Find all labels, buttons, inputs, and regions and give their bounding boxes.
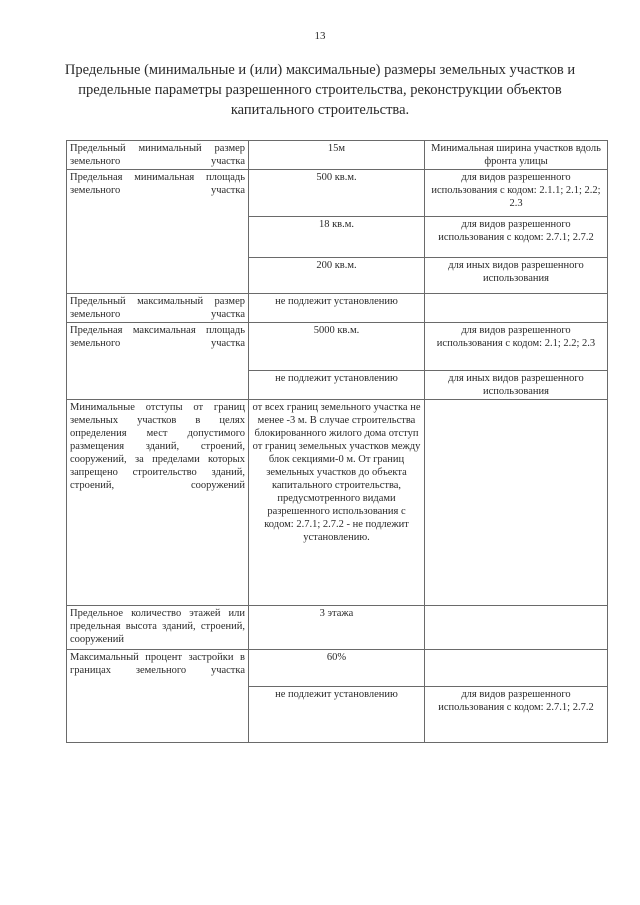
param-note [425, 650, 608, 687]
param-value: 15м [249, 141, 425, 170]
param-value: 3 этажа [249, 606, 425, 650]
param-note: Минимальная ширина участков вдоль фронта улицы [425, 141, 608, 170]
param-value: 200 кв.м. [249, 258, 425, 294]
param-note: для иных видов разрешенного использования [425, 258, 608, 294]
param-note: для видов разрешенного использования с кодом: 2.7.1; 2.7.2 [425, 217, 608, 258]
page-number: 13 [314, 30, 326, 42]
param-label: Предельная минимальная площадь земельного участка [67, 170, 249, 294]
param-value: 60% [249, 650, 425, 687]
table-row [67, 170, 608, 217]
param-value: 5000 кв.м. [249, 323, 425, 371]
table-row [67, 141, 608, 170]
table-row [67, 400, 608, 606]
document-title: Предельные (минимальные и (или) максимальные) размеры земельных участков и предельные параметры разрешенного строительства, реконструкции объектов капитального строительства. [64, 62, 576, 118]
param-label: Предельный минимальный размер земельного участка [67, 141, 249, 170]
param-value: 500 кв.м. [249, 170, 425, 217]
table-row [67, 606, 608, 650]
param-label: Предельная максимальная площадь земельного участка [67, 323, 249, 400]
param-note: для иных видов разрешенного использования [425, 371, 608, 400]
param-value: не подлежит установлению [249, 687, 425, 743]
param-value: не подлежит установлению [249, 371, 425, 400]
param-label: Минимальные отступы от границ земельных участков в целях определения мест допустимого размещения зданий, строений, сооружений, за пределами которых запрещено строительство зданий, строений, сооружений [67, 400, 249, 606]
param-value: 18 кв.м. [249, 217, 425, 258]
param-note: для видов разрешенного использования с кодом: 2.1; 2.2; 2.3 [425, 323, 608, 371]
param-value: не подлежит установлению [249, 294, 425, 323]
param-label: Максимальный процент застройки в границах земельного участка [67, 650, 249, 743]
param-value: от всех границ земельного участка не менее -3 м. В случае строительства блокированного жилого дома отступ от границ земельных участков между блок секциями-0 м. От границ земельных участков до объекта капитального строительства, предусмотренного видами разрешенного использования с кодом: 2.7.1; 2.7.2 - не подлежит установлению. [249, 400, 425, 606]
parameters-table [66, 140, 608, 743]
param-label: Предельное количество этажей или предельная высота зданий, строений, сооружений [67, 606, 249, 650]
table-row [67, 650, 608, 687]
param-note [425, 294, 608, 323]
param-label: Предельный максимальный размер земельного участка [67, 294, 249, 323]
param-note [425, 400, 608, 606]
param-note: для видов разрешенного использования с кодом: 2.7.1; 2.7.2 [425, 687, 608, 743]
param-note: для видов разрешенного использования с кодом: 2.1.1; 2.1; 2.2; 2.3 [425, 170, 608, 217]
table-row [67, 323, 608, 371]
table-row [67, 294, 608, 323]
param-note [425, 606, 608, 650]
